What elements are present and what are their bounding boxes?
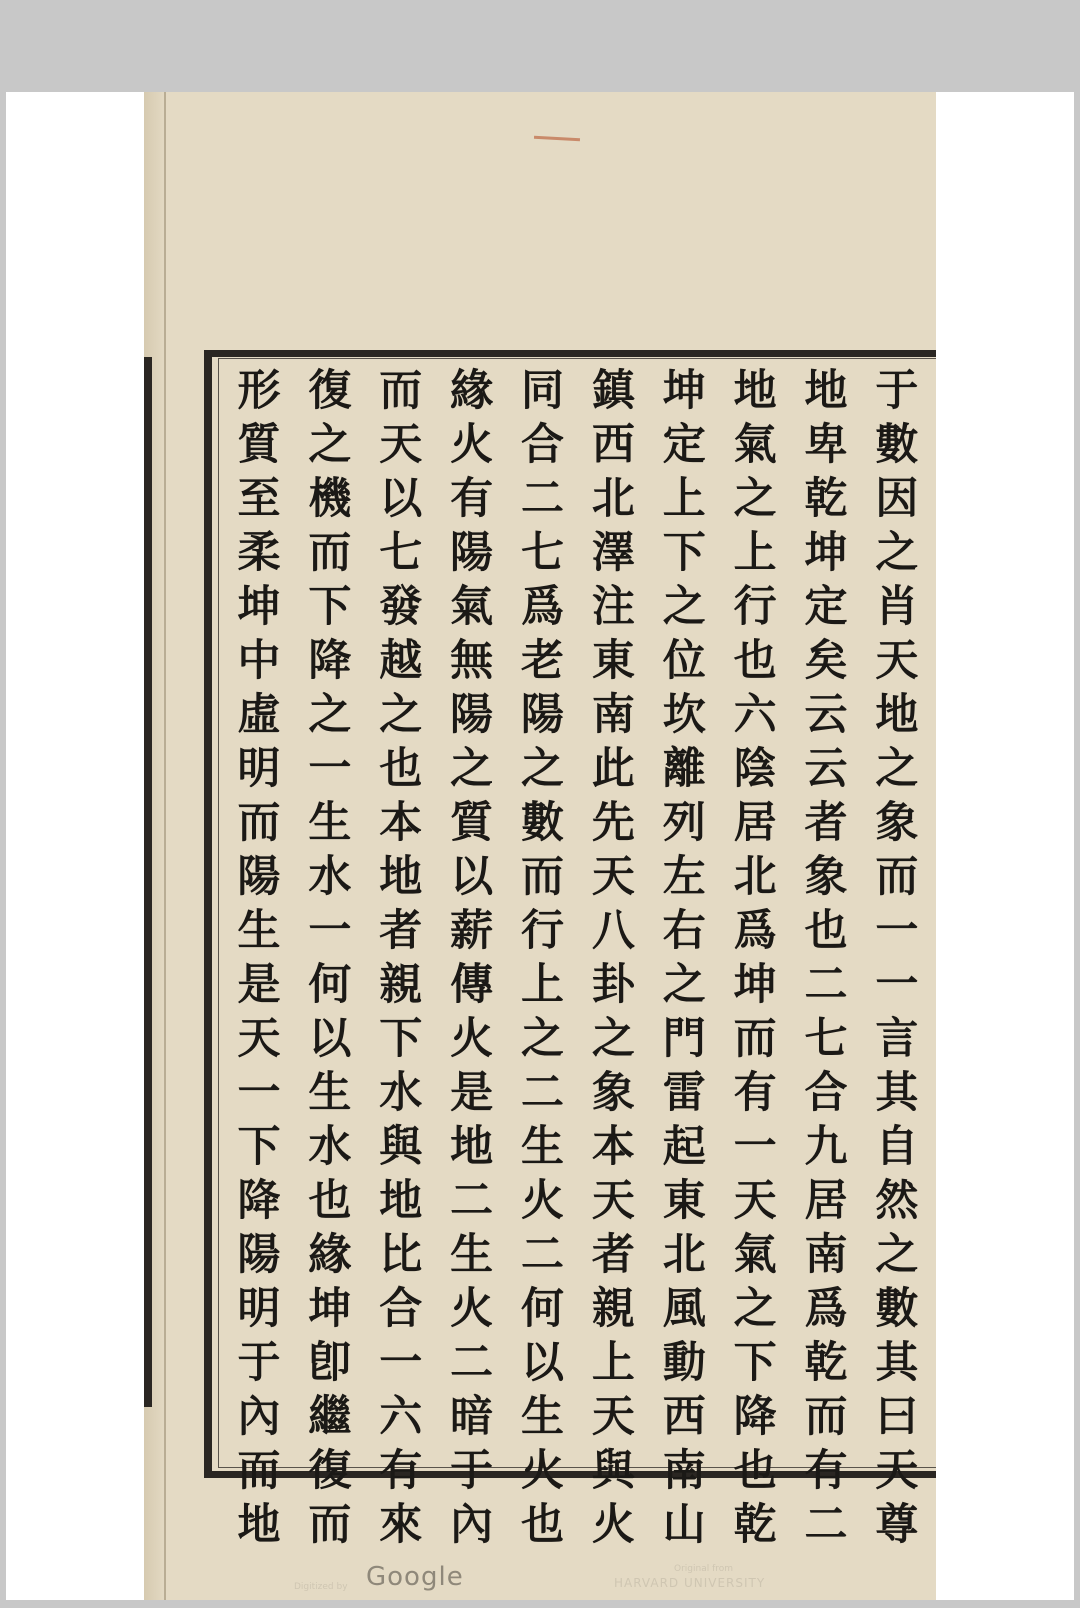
glyph: 與 xyxy=(591,1446,635,1496)
text-column-5 xyxy=(582,364,644,1550)
glyph: 而 xyxy=(804,1392,848,1442)
glyph: 火 xyxy=(521,1446,564,1496)
glyph: 先 xyxy=(591,798,635,848)
glyph: 六 xyxy=(379,1392,423,1442)
glyph: 比 xyxy=(379,1230,423,1280)
glyph: 乾 xyxy=(804,474,848,524)
glyph: 本 xyxy=(379,798,423,848)
glyph: 之 xyxy=(733,474,777,524)
glyph: 山 xyxy=(662,1500,706,1550)
glyph: 是 xyxy=(237,960,281,1010)
glyph: 二 xyxy=(521,1230,564,1280)
glyph: 行 xyxy=(521,906,564,956)
glyph: 數 xyxy=(875,420,919,470)
paper-stain xyxy=(534,136,580,141)
glyph: 本 xyxy=(591,1122,635,1172)
glyph: 一 xyxy=(733,1122,777,1172)
glyph: 氣 xyxy=(450,582,494,632)
glyph: 坤 xyxy=(804,528,848,578)
glyph: 陽 xyxy=(237,1230,281,1280)
glyph: 坤 xyxy=(308,1284,352,1334)
glyph: 降 xyxy=(237,1176,281,1226)
glyph: 也 xyxy=(379,744,423,794)
glyph: 之 xyxy=(875,1230,919,1280)
glyph: 水 xyxy=(308,852,352,902)
glyph: 何 xyxy=(308,960,352,1010)
glyph: 之 xyxy=(662,582,706,632)
glyph: 六 xyxy=(733,690,777,740)
glyph: 北 xyxy=(662,1230,706,1280)
glyph: 陽 xyxy=(237,852,281,902)
glyph: 七 xyxy=(804,1014,848,1064)
glyph: 明 xyxy=(237,744,281,794)
glyph: 老 xyxy=(521,636,564,686)
glyph: 坤 xyxy=(662,366,706,416)
glyph: 者 xyxy=(591,1230,635,1280)
glyph: 越 xyxy=(379,636,423,686)
glyph: 有 xyxy=(733,1068,777,1118)
glyph: 生 xyxy=(521,1392,564,1442)
text-column-1 xyxy=(866,364,928,1550)
glyph: 上 xyxy=(662,474,706,524)
glyph: 生 xyxy=(521,1122,564,1172)
glyph: 緣 xyxy=(450,366,494,416)
glyph: 列 xyxy=(662,798,706,848)
glyph: 天 xyxy=(237,1014,281,1064)
text-column-10 xyxy=(228,364,290,1550)
glyph: 自 xyxy=(875,1122,919,1172)
glyph: 此 xyxy=(591,744,635,794)
page-footer xyxy=(144,1542,936,1592)
fold-line xyxy=(164,92,166,1600)
glyph: 地 xyxy=(733,366,777,416)
text-column-2 xyxy=(795,364,857,1550)
glyph: 復 xyxy=(308,1446,352,1496)
glyph: 合 xyxy=(379,1284,423,1334)
glyph: 火 xyxy=(450,1284,494,1334)
glyph: 虛 xyxy=(237,690,281,740)
book-page xyxy=(144,92,936,1600)
glyph: 地 xyxy=(237,1500,281,1550)
glyph: 天 xyxy=(591,852,635,902)
glyph: 陽 xyxy=(450,528,494,578)
glyph: 復 xyxy=(308,366,352,416)
glyph: 繼 xyxy=(308,1392,352,1442)
glyph: 言 xyxy=(875,1014,919,1064)
glyph: 動 xyxy=(662,1338,706,1388)
glyph: 內 xyxy=(237,1392,281,1442)
glyph: 有 xyxy=(379,1446,423,1496)
glyph: 之 xyxy=(450,744,494,794)
glyph: 是 xyxy=(450,1068,494,1118)
glyph: 居 xyxy=(804,1176,848,1226)
glyph: 而 xyxy=(237,798,281,848)
glyph: 生 xyxy=(308,1068,352,1118)
glyph: 云 xyxy=(804,744,848,794)
glyph: 之 xyxy=(591,1014,635,1064)
glyph: 至 xyxy=(237,474,281,524)
glyph: 上 xyxy=(591,1338,635,1388)
glyph: 二 xyxy=(521,1068,564,1118)
glyph: 其 xyxy=(875,1068,919,1118)
glyph: 其 xyxy=(875,1338,919,1388)
glyph: 西 xyxy=(591,420,635,470)
glyph: 之 xyxy=(308,420,352,470)
glyph: 傳 xyxy=(450,960,494,1010)
glyph: 陽 xyxy=(450,690,494,740)
glyph: 曰 xyxy=(875,1392,919,1442)
glyph: 機 xyxy=(308,474,352,524)
glyph: 天 xyxy=(591,1392,635,1442)
glyph: 一 xyxy=(308,906,352,956)
glyph: 數 xyxy=(875,1284,919,1334)
glyph: 之 xyxy=(733,1284,777,1334)
glyph: 象 xyxy=(591,1068,635,1118)
glyph: 質 xyxy=(237,420,281,470)
glyph: 發 xyxy=(379,582,423,632)
glyph: 七 xyxy=(521,528,564,578)
glyph: 暗 xyxy=(450,1392,494,1442)
text-column-7 xyxy=(441,364,503,1550)
text-columns xyxy=(228,364,928,1550)
glyph: 火 xyxy=(450,420,494,470)
glyph: 同 xyxy=(521,366,564,416)
glyph: 右 xyxy=(662,906,706,956)
glyph: 何 xyxy=(521,1284,564,1334)
glyph: 于 xyxy=(237,1338,281,1388)
glyph: 卑 xyxy=(804,420,848,470)
glyph: 一 xyxy=(875,906,919,956)
glyph: 來 xyxy=(379,1500,423,1550)
glyph: 象 xyxy=(804,852,848,902)
glyph: 有 xyxy=(450,474,494,524)
glyph: 風 xyxy=(662,1284,706,1334)
glyph: 之 xyxy=(521,744,564,794)
glyph: 以 xyxy=(450,852,494,902)
glyph: 以 xyxy=(521,1338,564,1388)
glyph: 合 xyxy=(804,1068,848,1118)
glyph: 之 xyxy=(379,690,423,740)
glyph: 上 xyxy=(521,960,564,1010)
glyph: 上 xyxy=(733,528,777,578)
glyph: 二 xyxy=(804,960,848,1010)
glyph: 質 xyxy=(450,798,494,848)
glyph: 親 xyxy=(379,960,423,1010)
glyph: 坤 xyxy=(237,582,281,632)
glyph: 一 xyxy=(379,1338,423,1388)
glyph: 親 xyxy=(591,1284,635,1334)
glyph: 八 xyxy=(591,906,635,956)
glyph: 天 xyxy=(875,1446,919,1496)
glyph: 以 xyxy=(308,1014,352,1064)
glyph: 下 xyxy=(308,582,352,632)
glyph: 地 xyxy=(804,366,848,416)
google-watermark: Google xyxy=(366,1562,464,1592)
glyph: 北 xyxy=(733,852,777,902)
glyph: 數 xyxy=(521,798,564,848)
glyph: 定 xyxy=(804,582,848,632)
digitized-by-text: Digitized by xyxy=(294,1582,348,1592)
glyph: 行 xyxy=(733,582,777,632)
glyph: 也 xyxy=(804,906,848,956)
glyph: 火 xyxy=(591,1500,635,1550)
glyph: 鎮 xyxy=(591,366,635,416)
glyph: 形 xyxy=(237,366,281,416)
glyph: 爲 xyxy=(521,582,564,632)
glyph: 坤 xyxy=(733,960,777,1010)
glyph: 也 xyxy=(308,1176,352,1226)
glyph: 澤 xyxy=(591,528,635,578)
glyph: 之 xyxy=(521,1014,564,1064)
glyph: 一 xyxy=(308,744,352,794)
glyph: 一 xyxy=(875,960,919,1010)
glyph: 明 xyxy=(237,1284,281,1334)
glyph: 下 xyxy=(379,1014,423,1064)
glyph: 陽 xyxy=(521,690,564,740)
glyph: 降 xyxy=(733,1392,777,1442)
glyph: 緣 xyxy=(308,1230,352,1280)
glyph: 位 xyxy=(662,636,706,686)
glyph: 有 xyxy=(804,1446,848,1496)
glyph: 之 xyxy=(875,744,919,794)
glyph: 門 xyxy=(662,1014,706,1064)
glyph: 爲 xyxy=(733,906,777,956)
glyph: 爲 xyxy=(804,1284,848,1334)
glyph: 柔 xyxy=(237,528,281,578)
glyph: 以 xyxy=(379,474,423,524)
glyph: 生 xyxy=(450,1230,494,1280)
text-column-6 xyxy=(512,364,574,1550)
glyph: 天 xyxy=(875,636,919,686)
glyph: 天 xyxy=(733,1176,777,1226)
glyph: 矣 xyxy=(804,636,848,686)
glyph: 東 xyxy=(591,636,635,686)
glyph: 二 xyxy=(521,474,564,524)
glyph: 東 xyxy=(662,1176,706,1226)
glyph: 也 xyxy=(733,636,777,686)
glyph: 之 xyxy=(662,960,706,1010)
text-column-4 xyxy=(653,364,715,1550)
glyph: 之 xyxy=(875,528,919,578)
glyph: 雷 xyxy=(662,1068,706,1118)
glyph: 肖 xyxy=(875,582,919,632)
glyph: 降 xyxy=(308,636,352,686)
glyph: 下 xyxy=(733,1338,777,1388)
glyph: 坎 xyxy=(662,690,706,740)
text-column-8 xyxy=(370,364,432,1550)
glyph: 一 xyxy=(237,1068,281,1118)
glyph: 于 xyxy=(875,366,919,416)
text-column-3 xyxy=(724,364,786,1550)
institution-text: HARVARD UNIVERSITY xyxy=(614,1576,766,1590)
text-column-9 xyxy=(299,364,361,1550)
glyph: 七 xyxy=(379,528,423,578)
glyph: 離 xyxy=(662,744,706,794)
glyph: 下 xyxy=(237,1122,281,1172)
glyph: 也 xyxy=(733,1446,777,1496)
glyph: 乾 xyxy=(804,1338,848,1388)
glyph: 居 xyxy=(733,798,777,848)
glyph: 而 xyxy=(521,852,564,902)
glyph: 水 xyxy=(379,1068,423,1118)
glyph: 南 xyxy=(804,1230,848,1280)
glyph: 起 xyxy=(662,1122,706,1172)
glyph: 北 xyxy=(591,474,635,524)
glyph: 象 xyxy=(875,798,919,848)
glyph: 陰 xyxy=(733,744,777,794)
glyph: 而 xyxy=(308,1500,352,1550)
glyph: 無 xyxy=(450,636,494,686)
glyph: 火 xyxy=(521,1176,564,1226)
glyph: 南 xyxy=(662,1446,706,1496)
glyph: 氣 xyxy=(733,420,777,470)
glyph: 者 xyxy=(379,906,423,956)
original-from-text: Original from xyxy=(674,1564,734,1574)
glyph: 者 xyxy=(804,798,848,848)
glyph: 然 xyxy=(875,1176,919,1226)
glyph: 內 xyxy=(450,1500,494,1550)
glyph: 下 xyxy=(662,528,706,578)
glyph: 二 xyxy=(804,1500,848,1550)
glyph: 地 xyxy=(450,1122,494,1172)
glyph: 中 xyxy=(237,636,281,686)
glyph: 卦 xyxy=(591,960,635,1010)
glyph: 天 xyxy=(379,420,423,470)
glyph: 地 xyxy=(379,1176,423,1226)
glyph: 尊 xyxy=(875,1500,919,1550)
glyph: 而 xyxy=(237,1446,281,1496)
glyph: 而 xyxy=(733,1014,777,1064)
glyph: 于 xyxy=(450,1446,494,1496)
glyph: 也 xyxy=(521,1500,564,1550)
glyph: 定 xyxy=(662,420,706,470)
glyph: 西 xyxy=(662,1392,706,1442)
glyph: 二 xyxy=(450,1176,494,1226)
left-margin-bar xyxy=(144,357,152,1407)
glyph: 云 xyxy=(804,690,848,740)
glyph: 火 xyxy=(450,1014,494,1064)
glyph: 水 xyxy=(308,1122,352,1172)
glyph: 天 xyxy=(591,1176,635,1226)
glyph: 而 xyxy=(308,528,352,578)
glyph: 薪 xyxy=(450,906,494,956)
glyph: 二 xyxy=(450,1338,494,1388)
glyph: 之 xyxy=(308,690,352,740)
glyph: 而 xyxy=(875,852,919,902)
glyph: 九 xyxy=(804,1122,848,1172)
glyph: 南 xyxy=(591,690,635,740)
glyph: 生 xyxy=(308,798,352,848)
glyph: 氣 xyxy=(733,1230,777,1280)
glyph: 合 xyxy=(521,420,564,470)
glyph: 生 xyxy=(237,906,281,956)
glyph: 地 xyxy=(379,852,423,902)
glyph: 乾 xyxy=(733,1500,777,1550)
glyph: 左 xyxy=(662,852,706,902)
glyph: 而 xyxy=(379,366,423,416)
glyph: 與 xyxy=(379,1122,423,1172)
glyph: 卽 xyxy=(308,1338,352,1388)
glyph: 地 xyxy=(875,690,919,740)
glyph: 因 xyxy=(875,474,919,524)
glyph: 注 xyxy=(591,582,635,632)
